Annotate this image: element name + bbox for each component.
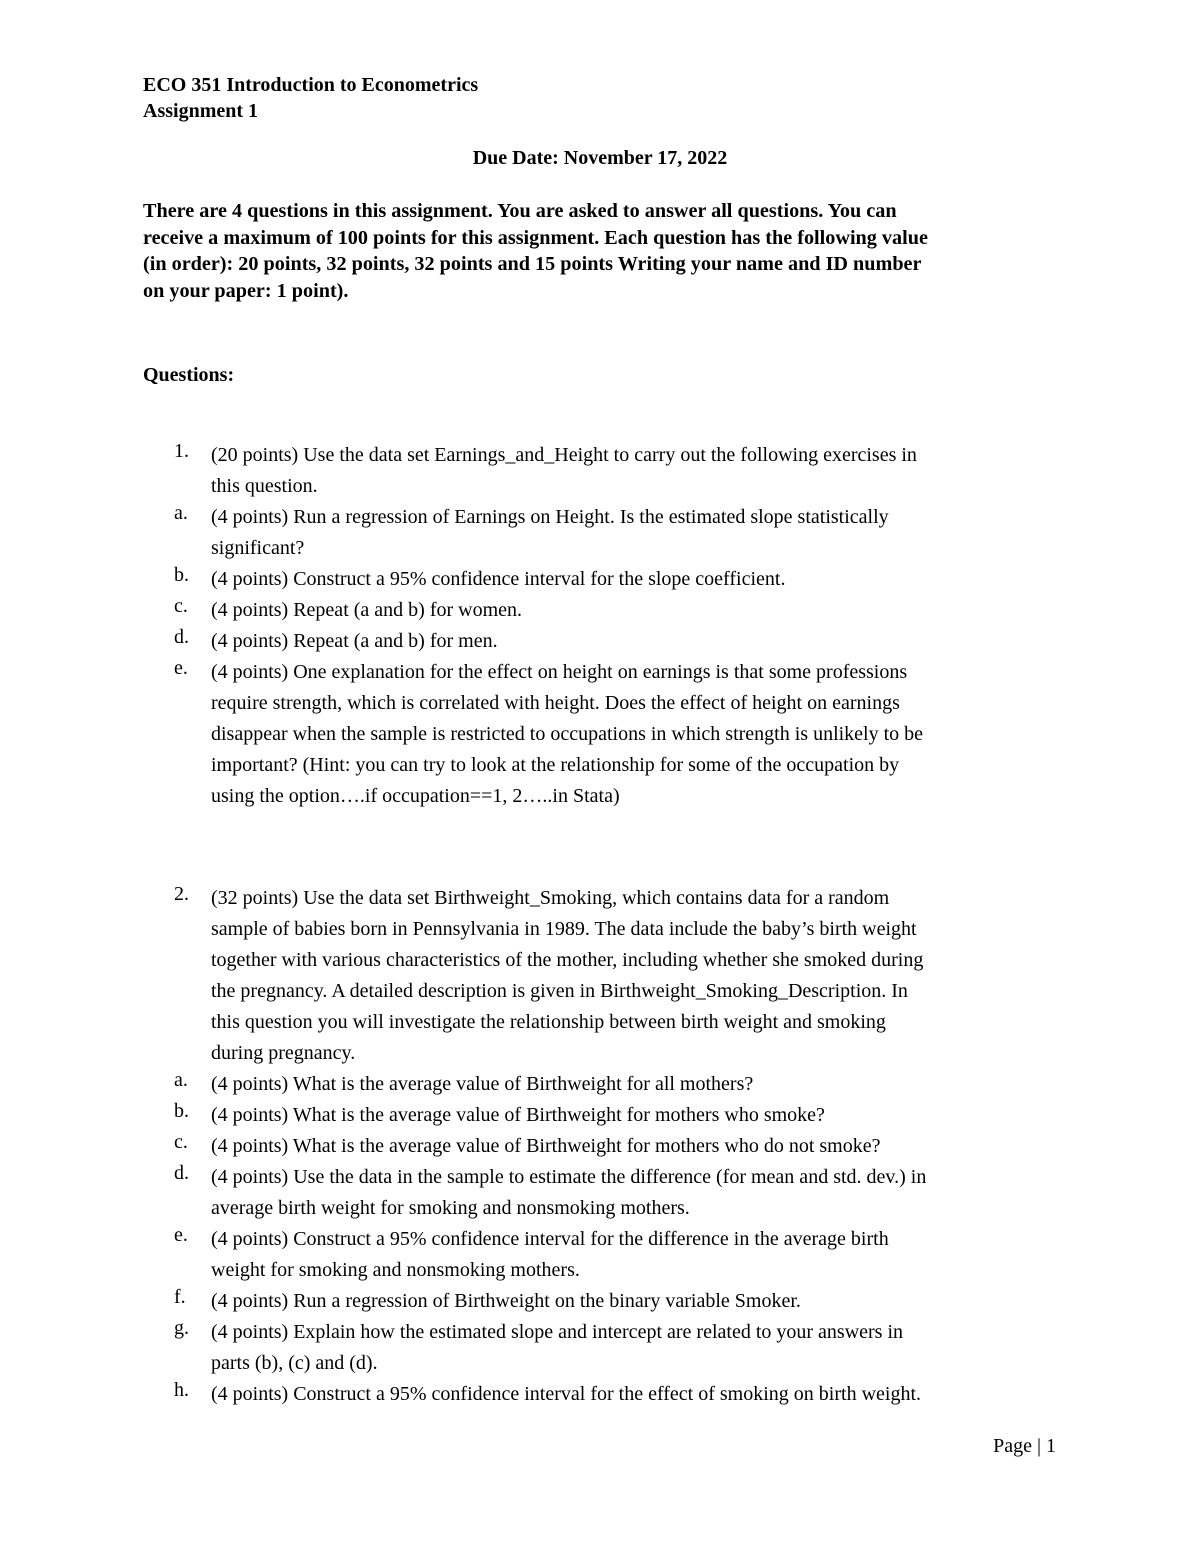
- item-line: (4 points) Run a regression of Birthweight on the binary variable Smoker.: [211, 1290, 801, 1312]
- item-label: e.: [174, 657, 188, 679]
- item-line: important? (Hint: you can try to look at the relationship for some of the occupation by: [211, 754, 900, 776]
- item-label: f.: [174, 1286, 186, 1308]
- item-line: sample of babies born in Pennsylvania in 1989. The data include the baby’s birth weight: [211, 918, 917, 940]
- item-line: (32 points) Use the data set Birthweight_Smoking, which contains data for a random: [211, 887, 890, 909]
- item-line: weight for smoking and nonsmoking mothers.: [211, 1259, 580, 1281]
- item-label: g.: [174, 1317, 189, 1339]
- item-label: d.: [174, 1162, 189, 1184]
- item-line: (4 points) Construct a 95% confidence interval for the slope coefficient.: [211, 568, 786, 590]
- list-item: [143, 1286, 1063, 1317]
- item-line: (4 points) Explain how the estimated slope and intercept are related to your answers in: [211, 1321, 904, 1343]
- item-line: (4 points) Repeat (a and b) for men.: [211, 630, 498, 652]
- item-label: b.: [174, 1100, 189, 1122]
- item-line: (20 points) Use the data set Earnings_and_Height to carry out the following exercises in: [211, 444, 917, 466]
- page-number: Page | 1: [993, 1435, 1056, 1457]
- item-line: (4 points) What is the average value of Birthweight for all mothers?: [211, 1073, 754, 1095]
- intro-paragraph: [143, 198, 1055, 304]
- item-line: this question.: [211, 475, 318, 497]
- course-title: ECO 351 Introduction to Econometrics: [143, 74, 479, 96]
- item-line: together with various characteristics of the mother, including whether she smoked during: [211, 949, 924, 971]
- item-label: e.: [174, 1224, 188, 1246]
- item-line: (4 points) What is the average value of Birthweight for mothers who smoke?: [211, 1104, 825, 1126]
- list-item: [143, 1100, 1063, 1131]
- list-item: [143, 440, 1063, 502]
- item-label: 1.: [174, 440, 189, 462]
- item-line: (4 points) One explanation for the effect on height on earnings is that some professions: [211, 661, 908, 683]
- list-item: [143, 595, 1063, 626]
- item-line: (4 points) Construct a 95% confidence interval for the effect of smoking on birth weight.: [211, 1383, 921, 1405]
- item-line: during pregnancy.: [211, 1042, 356, 1064]
- list-item: [143, 883, 1063, 1069]
- due-date: Due Date: November 17, 2022: [472, 147, 728, 169]
- assignment-title: Assignment 1: [143, 100, 259, 122]
- item-line: the pregnancy. A detailed description is given in Birthweight_Smoking_Description. In: [211, 980, 908, 1002]
- list-item: [143, 1379, 1063, 1410]
- item-line: parts (b), (c) and (d).: [211, 1352, 378, 1374]
- item-label: 2.: [174, 883, 189, 905]
- item-label: c.: [174, 1131, 188, 1153]
- question-1-list: [143, 440, 1063, 812]
- item-line: (4 points) Run a regression of Earnings on Height. Is the estimated slope statistically: [211, 506, 889, 528]
- list-item: [143, 564, 1063, 595]
- item-label: h.: [174, 1379, 189, 1401]
- intro-line: receive a maximum of 100 points for this assignment. Each question has the following value: [143, 226, 928, 249]
- item-label: b.: [174, 564, 189, 586]
- questions-heading: Questions:: [143, 364, 235, 386]
- intro-line: on your paper: 1 point).: [143, 279, 349, 302]
- item-line: significant?: [211, 537, 305, 559]
- item-line: average birth weight for smoking and nonsmoking mothers.: [211, 1197, 690, 1219]
- item-label: a.: [174, 502, 188, 524]
- list-item: [143, 502, 1063, 564]
- item-label: c.: [174, 595, 188, 617]
- intro-line: There are 4 questions in this assignment. You are asked to answer all questions. You can: [143, 200, 897, 222]
- item-line: (4 points) Construct a 95% confidence interval for the difference in the average birth: [211, 1228, 889, 1250]
- list-item: [143, 1224, 1063, 1286]
- list-item: [143, 1317, 1063, 1379]
- list-item: [143, 626, 1063, 657]
- intro-line: (in order): 20 points, 32 points, 32 points and 15 points Writing your name and ID number: [143, 253, 922, 275]
- item-line: this question you will investigate the relationship between birth weight and smoking: [211, 1011, 886, 1033]
- item-label: a.: [174, 1069, 188, 1091]
- item-line: (4 points) What is the average value of Birthweight for mothers who do not smoke?: [211, 1135, 881, 1157]
- item-label: d.: [174, 626, 189, 648]
- list-item: [143, 1162, 1063, 1224]
- item-line: disappear when the sample is restricted to occupations in which strength is unlikely to be: [211, 723, 924, 745]
- list-item: [143, 1131, 1063, 1162]
- item-line: (4 points) Repeat (a and b) for women.: [211, 599, 523, 621]
- item-line: require strength, which is correlated with height. Does the effect of height on earnings: [211, 692, 900, 714]
- item-line: using the option….if occupation==1, 2…..in Stata): [211, 785, 620, 807]
- list-item: [143, 1069, 1063, 1100]
- item-line: (4 points) Use the data in the sample to estimate the difference (for mean and std. dev.) in: [211, 1166, 927, 1188]
- question-2-list: [143, 883, 1063, 1410]
- list-item: [143, 657, 1063, 812]
